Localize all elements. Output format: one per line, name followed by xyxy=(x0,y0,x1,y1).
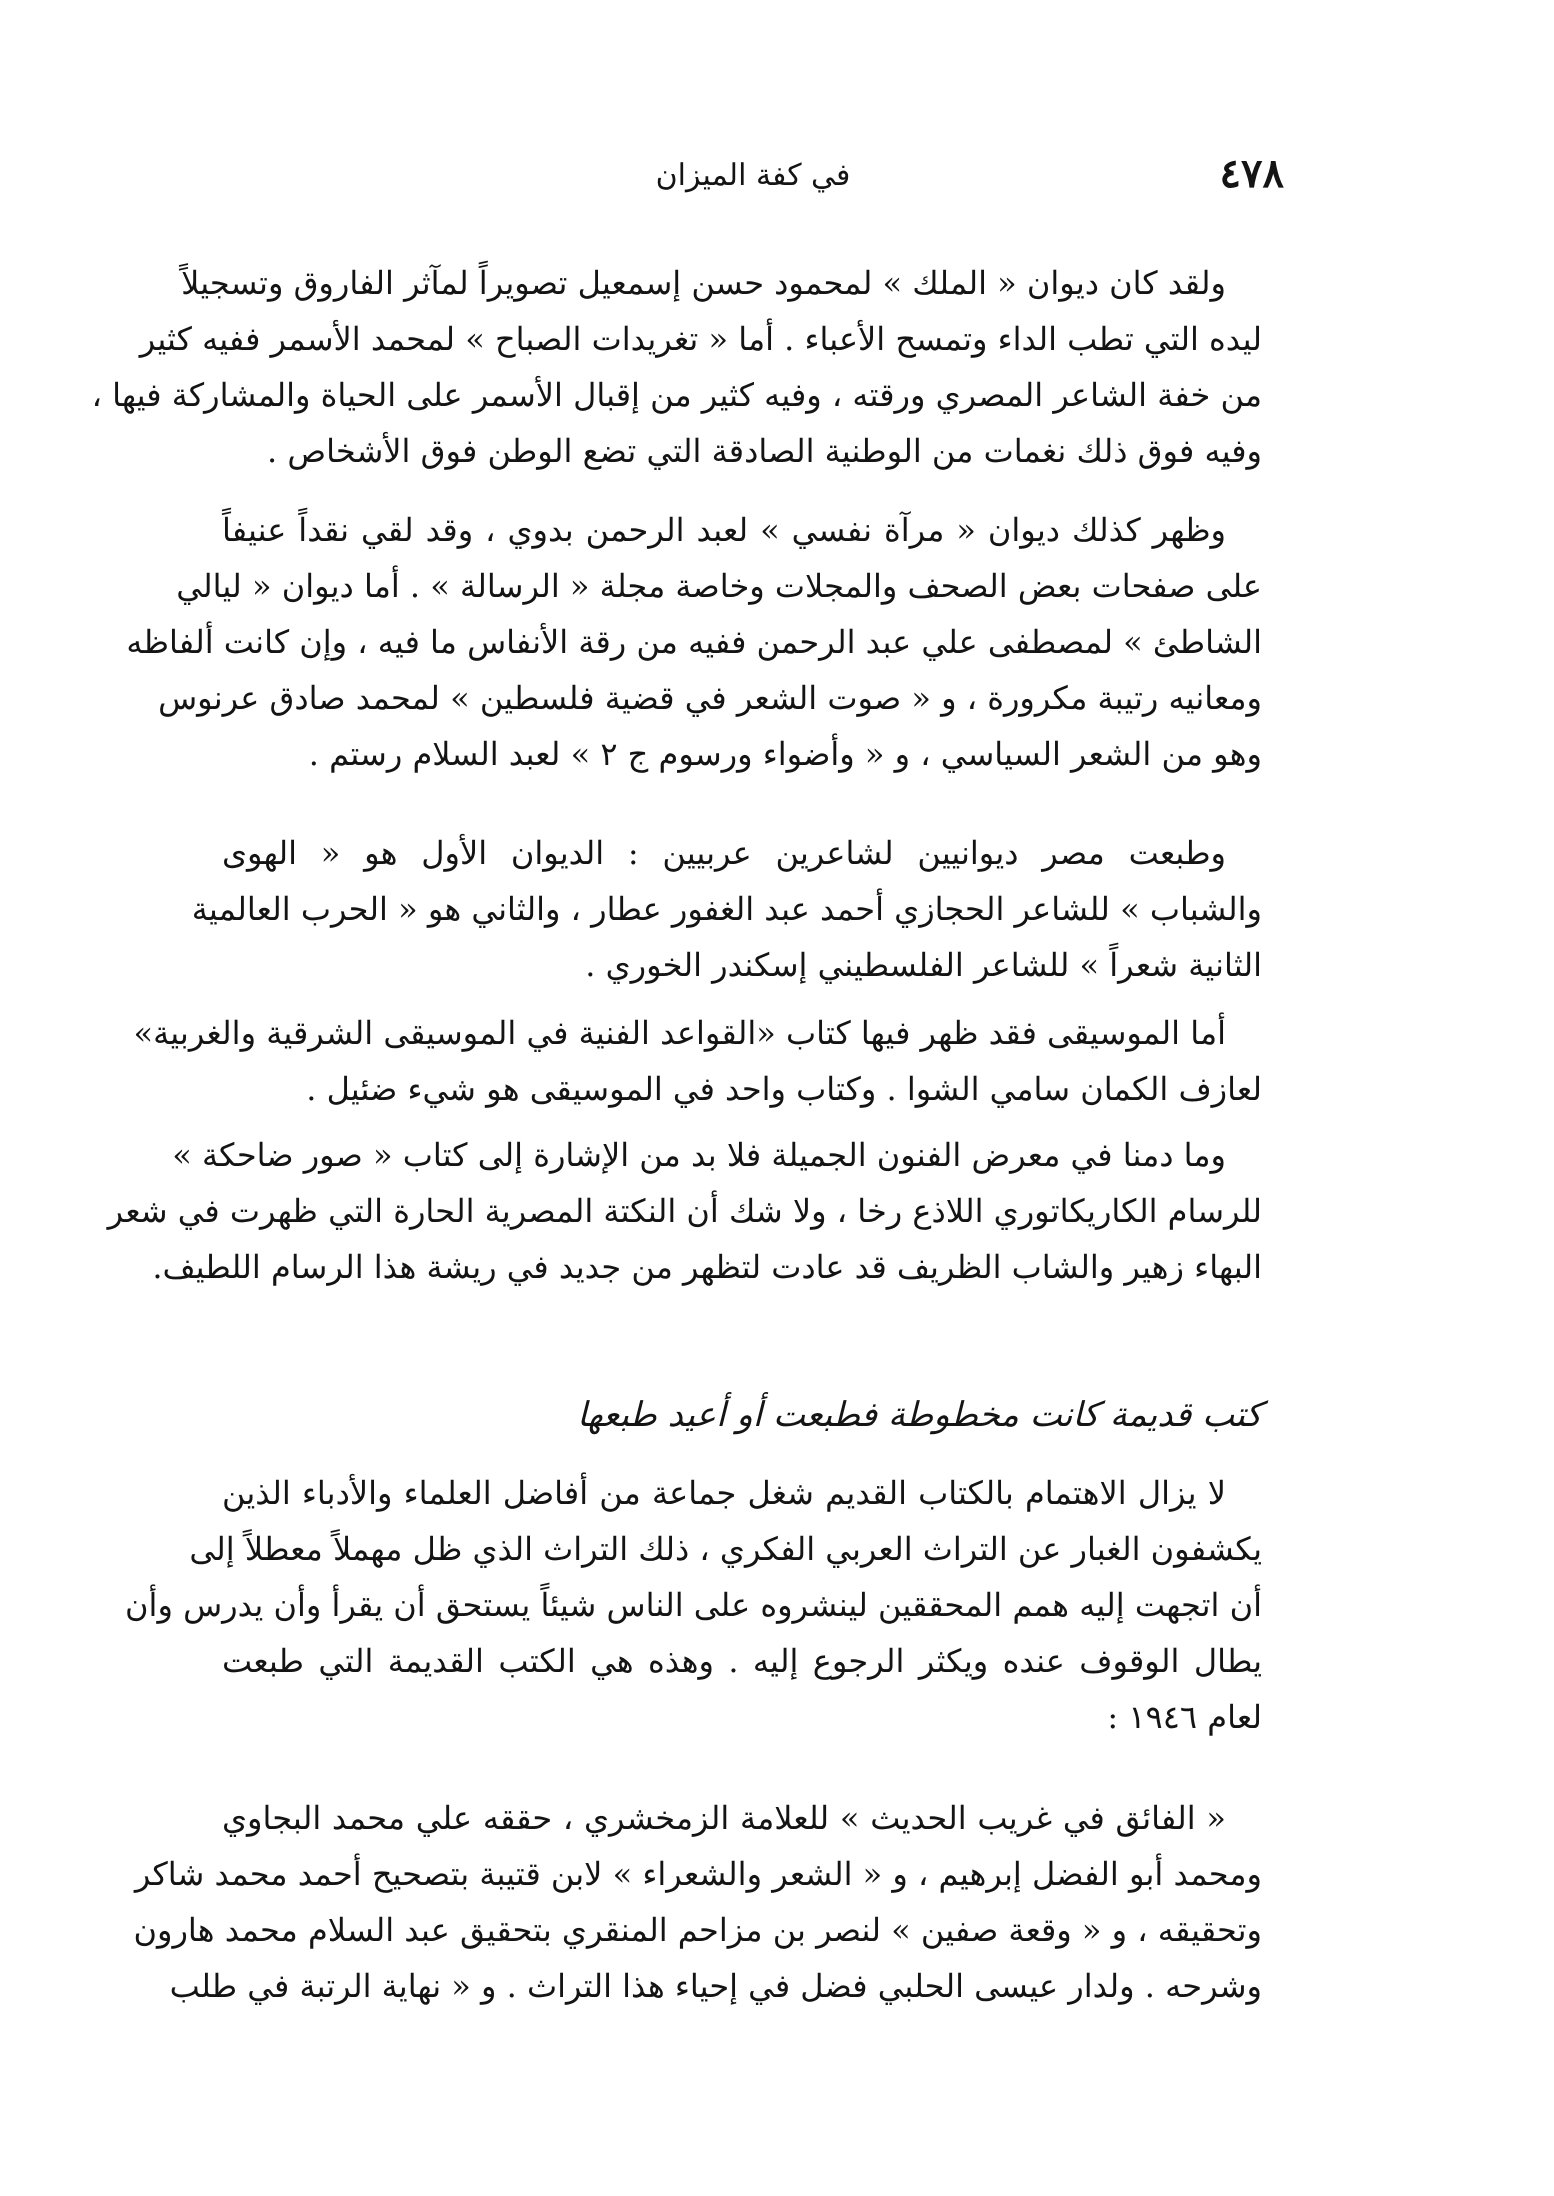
section-heading: كتب قديمة كانت مخطوطة فطبعت أو أعيد طبعها xyxy=(577,1395,1262,1435)
text-line: يكشفون الغبار عن التراث العربي الفكري ، ذلك التراث الذي ظل مهملاً معطلاً إلى xyxy=(189,1530,1262,1568)
text-line: « الفائق في غريب الحديث » للعلامة الزمخشري ، حققه علي محمد البجاوي xyxy=(222,1799,1226,1837)
text-line: أما الموسيقى فقد ظهر فيها كتاب «القواعد الفنية في الموسيقى الشرقية والغربية» xyxy=(133,1014,1226,1052)
text-line: وطبعت مصر ديوانيين لشاعرين عربيين : الديوان الأول هو « الهوى xyxy=(222,834,1226,872)
text-line: وفيه فوق ذلك نغمات من الوطنية الصادقة التي تضع الوطن فوق الأشخاص . xyxy=(267,432,1262,470)
text-line: أن اتجهت إليه همم المحققين لينشروه على الناس شيئاً يستحق أن يقرأ وأن يدرس وأن xyxy=(125,1586,1262,1624)
text-line: لعام ١٩٤٦ : xyxy=(1107,1698,1262,1736)
text-line: على صفحات بعض الصحف والمجلات وخاصة مجلة « الرسالة » . أما ديوان « ليالي xyxy=(176,567,1262,605)
text-line: وظهر كذلك ديوان « مرآة نفسي » لعبد الرحمن بدوي ، وقد لقي نقداً عنيفاً xyxy=(222,511,1226,549)
running-header xyxy=(222,150,1284,210)
text-line: وتحقيقه ، و « وقعة صفين » لنصر بن مزاحم المنقري بتحقيق عبد السلام محمد هارون xyxy=(133,1911,1262,1949)
text-line: للرسام الكاريكاتوري اللاذع رخا ، ولا شك أن النكتة المصرية الحارة التي ظهرت في شعر xyxy=(107,1192,1262,1230)
text-line: ولقد كان ديوان « الملك » لمحمود حسن إسمعيل تصويراً لمآثر الفاروق وتسجيلاً xyxy=(181,264,1226,302)
text-line: لا يزال الاهتمام بالكتاب القديم شغل جماعة من أفاضل العلماء والأدباء الذين xyxy=(222,1474,1226,1512)
text-line: ومحمد أبو الفضل إبرهيم ، و « الشعر والشعراء » لابن قتيبة بتصحيح أحمد محمد شاكر xyxy=(134,1855,1262,1893)
text-line: ليده التي تطب الداء وتمسح الأعباء . أما « تغريدات الصباح » لمحمد الأسمر ففيه كثير xyxy=(139,320,1262,358)
text-line: وما دمنا في معرض الفنون الجميلة فلا بد من الإشارة إلى كتاب « صور ضاحكة » xyxy=(172,1136,1226,1174)
page-number: ٤٧٨ xyxy=(1219,150,1284,197)
running-title: في كفة الميزان xyxy=(655,158,851,193)
text-line: ومعانيه رتيبة مكرورة ، و « صوت الشعر في قضية فلسطين » لمحمد صادق عرنوس xyxy=(158,679,1262,717)
text-line: وهو من الشعر السياسي ، و « وأضواء ورسوم ج ٢ » لعبد السلام رستم . xyxy=(308,735,1262,773)
text-line: من خفة الشاعر المصري ورقته ، وفيه كثير من إقبال الأسمر على الحياة والمشاركة فيها ، xyxy=(91,376,1262,414)
text-line: البهاء زهير والشاب الظريف قد عادت لتظهر من جديد في ريشة هذا الرسام اللطيف. xyxy=(152,1248,1262,1286)
text-line: الثانية شعراً » للشاعر الفلسطيني إسكندر الخوري . xyxy=(585,946,1262,984)
text-line: وشرحه . ولدار عيسى الحلبي فضل في إحياء هذا التراث . و « نهاية الرتبة في طلب xyxy=(169,1967,1262,2005)
text-line: لعازف الكمان سامي الشوا . وكتاب واحد في الموسيقى هو شيء ضئيل . xyxy=(306,1070,1262,1108)
text-line: والشباب » للشاعر الحجازي أحمد عبد الغفور عطار ، والثاني هو « الحرب العالمية xyxy=(191,890,1262,928)
text-line: الشاطئ » لمصطفى علي عبد الرحمن ففيه من رقة الأنفاس ما فيه ، وإن كانت ألفاظه xyxy=(126,623,1262,661)
text-line: يطال الوقوف عنده ويكثر الرجوع إليه . وهذه هي الكتب القديمة التي طبعت xyxy=(222,1642,1262,1680)
